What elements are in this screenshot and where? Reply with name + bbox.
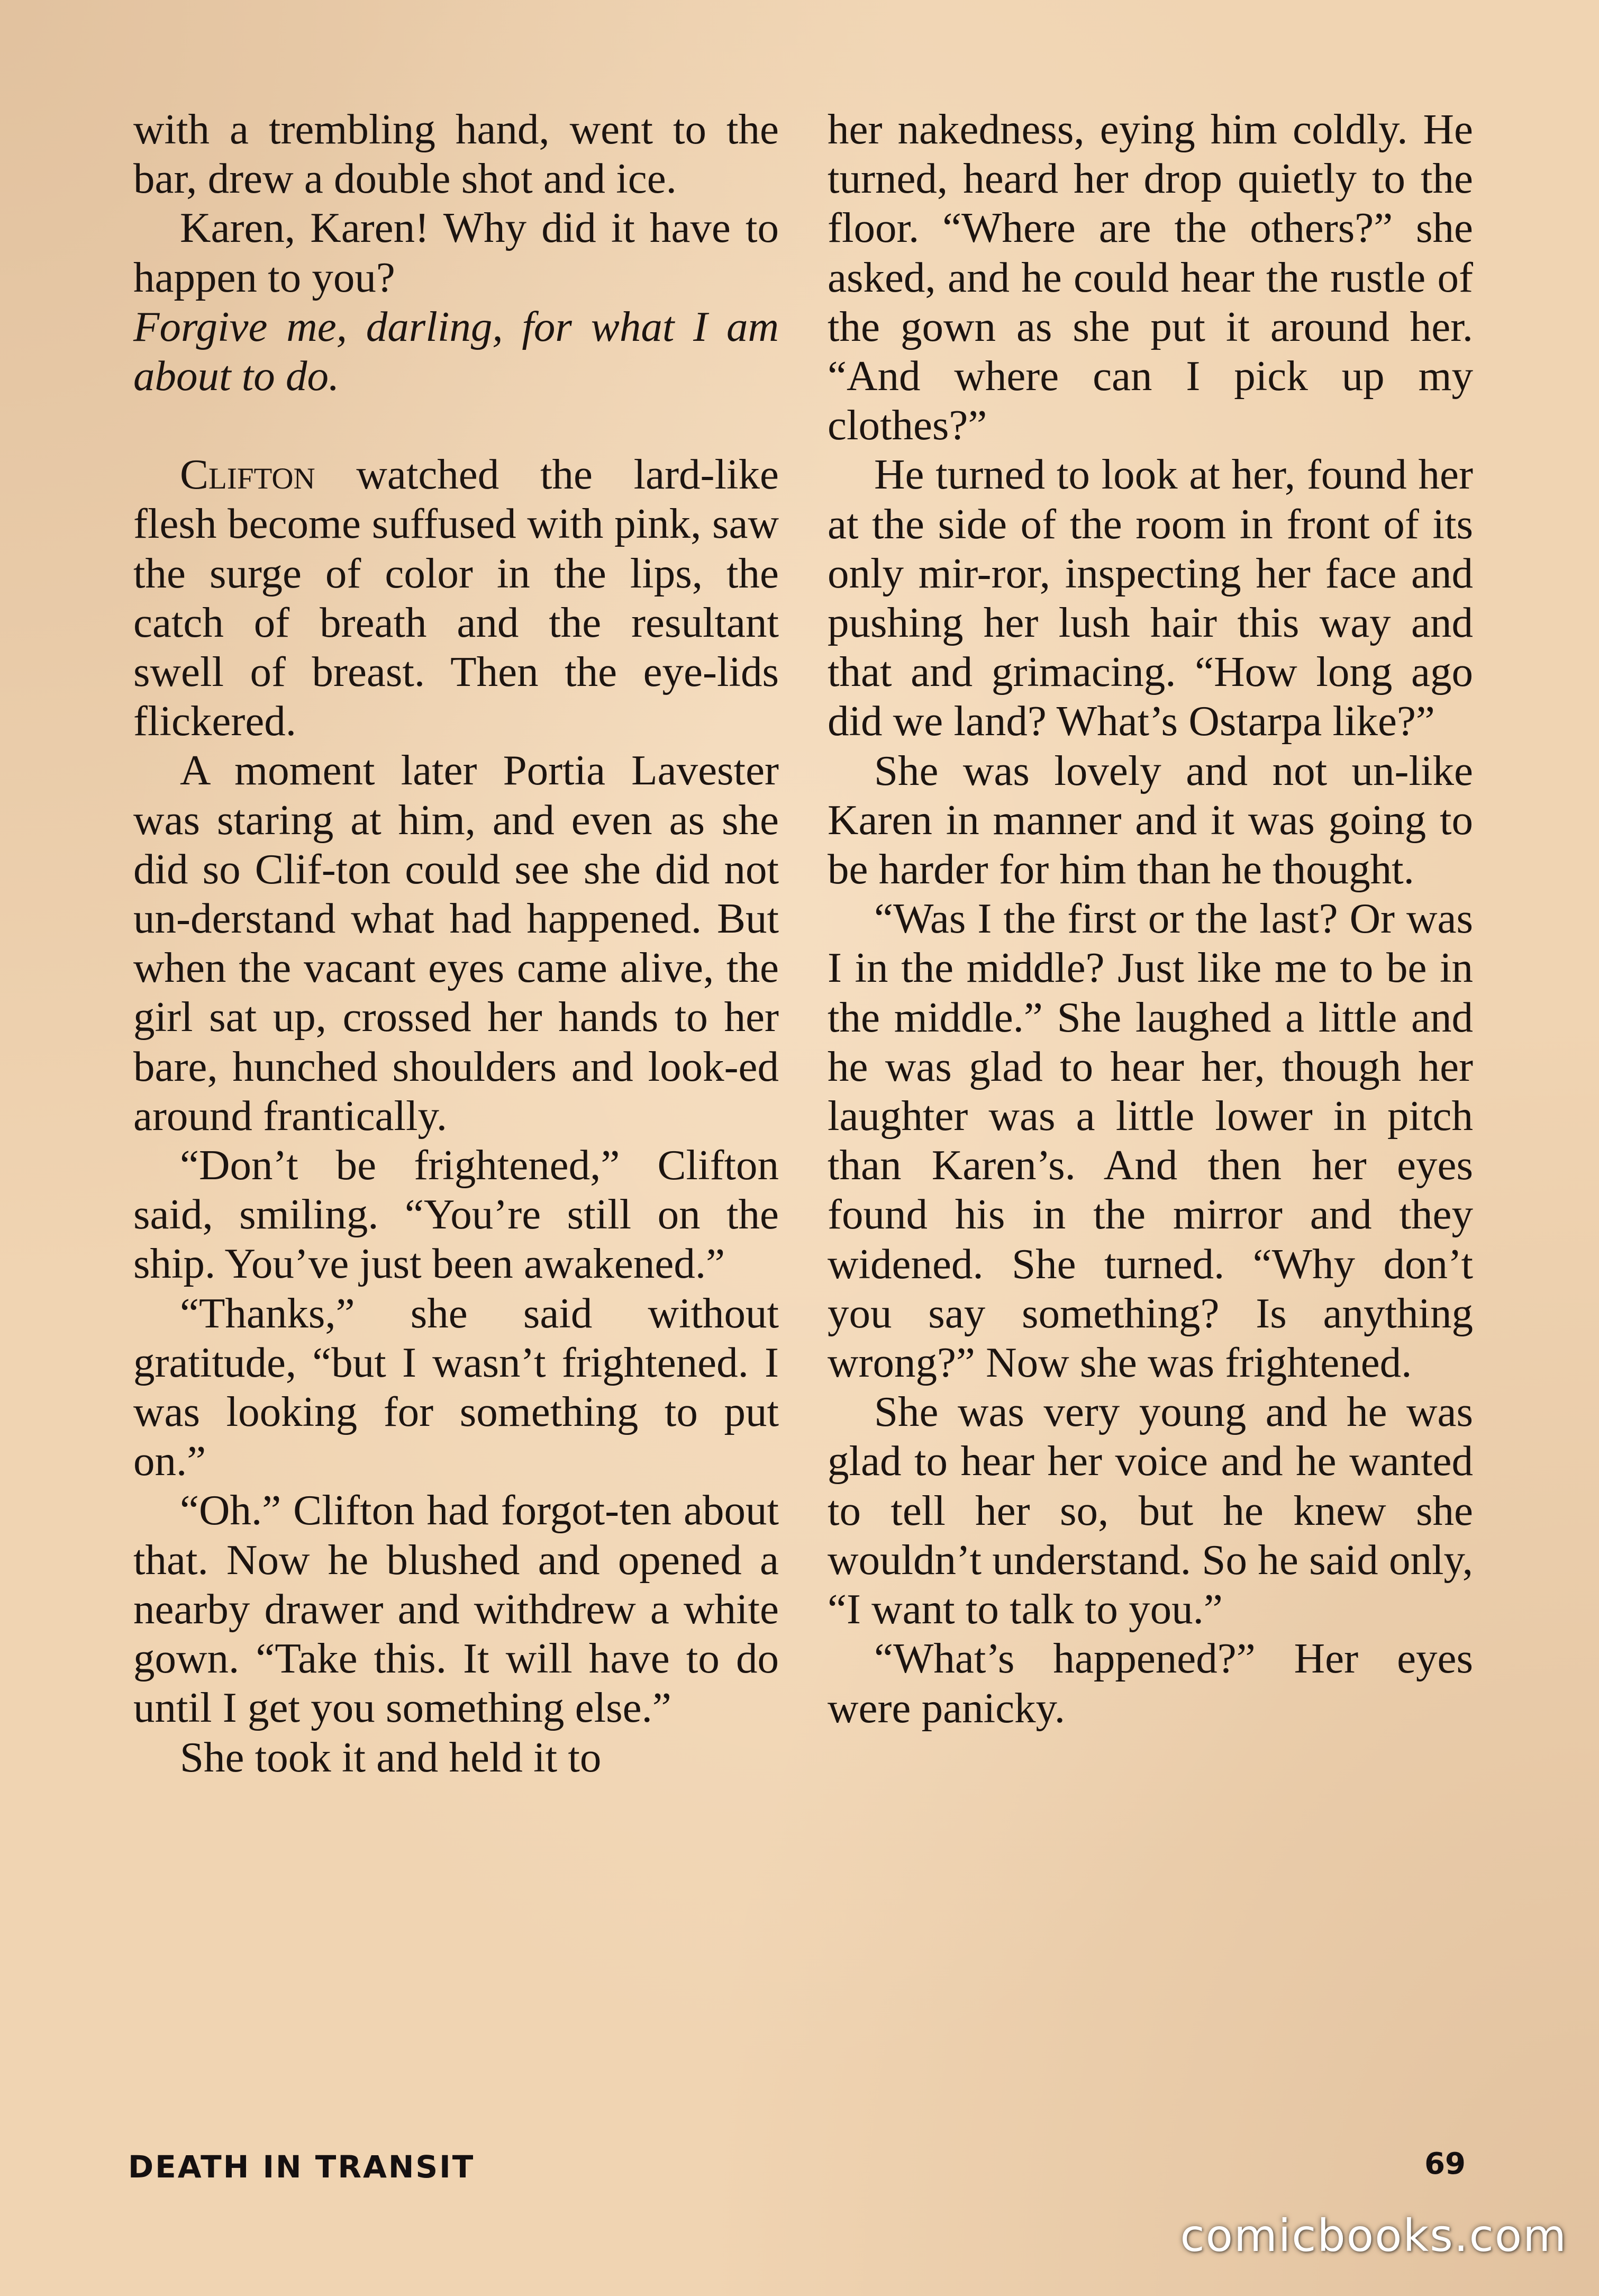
paragraph [828,746,1473,894]
paragraph-text: “What’s happened?” Her eyes were panicky. [828,1634,1473,1732]
running-title: DEATH IN TRANSIT [128,2149,475,2185]
paragraph-text: Forgive me, darling, for what I am about to do. [133,302,779,400]
paragraph-text: A moment later Portia Lavester was staring at him, and even as she did so Clif-ton could see she did not un-derstand what had happened. But when the vacant eyes came alive, the girl sat up, crossed her hands to her bare, hunched shoulders and look-ed around frantically. [133,746,779,1140]
right-text-column [828,105,1473,1733]
watermark-logo: comicbooks.com [1180,2210,1567,2262]
paragraph [133,105,779,203]
paragraph [133,1289,779,1486]
paragraph-text: “Was I the first or the last? Or was I in the middle? Just like me to be in the middle.” She laughed a little and he was glad to hear her, though her laughter was a little lower in pitch than Karen’s. And then her eyes found his in the mirror and they widened. She turned. “Why don’t you say something? Is anything wrong?” Now she was frightened. [828,894,1473,1387]
paragraph-text: “Don’t be frightened,” Clifton said, smiling. “You’re still on the ship. You’ve just been awakened.” [133,1141,779,1288]
paragraph [133,1733,779,1782]
paragraph [133,746,779,1141]
paragraph [828,1634,1473,1732]
paragraph-text: her nakedness, eying him coldly. He turned, heard her drop quietly to the floor. “Where are the others?” she asked, and he could hear the rustle of the gown as she put it around her. “And where can I pick up my clothes?” [828,105,1473,449]
paragraph [828,1387,1473,1634]
paragraph-text: She was very young and he was glad to hear her voice and he wanted to tell her so, but he knew she wouldn’t understand. So he said only, “I want to talk to you.” [828,1388,1473,1633]
paragraph [133,203,779,302]
paragraph [133,302,779,401]
paragraph-text: with a trembling hand, went to the bar, drew a double shot and ice. [133,105,779,203]
section-lead-word: Clifton [180,450,315,499]
paragraph [828,105,1473,450]
paragraph [828,450,1473,746]
page-number: 69 [1424,2147,1466,2181]
paragraph-text: She was lovely and not un-like Karen in manner and it was going to be harder for him than he thought. [828,746,1473,893]
paragraph [133,1141,779,1289]
paragraph-text: “Oh.” Clifton had forgot-ten about that. Now he blushed and opened a nearby drawer and withdrew a white gown. “Take this. It will have to do until I get you something else.” [133,1486,779,1732]
paragraph-text: She took it and held it to [180,1733,602,1781]
paragraph-text: “Thanks,” she said without gratitude, “but I wasn’t frightened. I was looking for something to put on.” [133,1289,779,1485]
paragraph [133,1486,779,1732]
paragraph [828,894,1473,1387]
paragraph-text: watched the lard-like flesh become suffused with pink, saw the surge of color in the lips, the catch of breath and the resultant swell of breast. Then the eye-lids flickered. [133,450,779,745]
paragraph [133,450,779,746]
left-text-column [133,105,779,1782]
paragraph-text: He turned to look at her, found her at the side of the room in front of its only mir-ror, inspecting her face and pushing her lush hair this way and that and grimacing. “How long ago did we land? What’s Ostarpa like?” [828,450,1473,745]
paragraph-text: Karen, Karen! Why did it have to happen to you? [133,204,779,301]
